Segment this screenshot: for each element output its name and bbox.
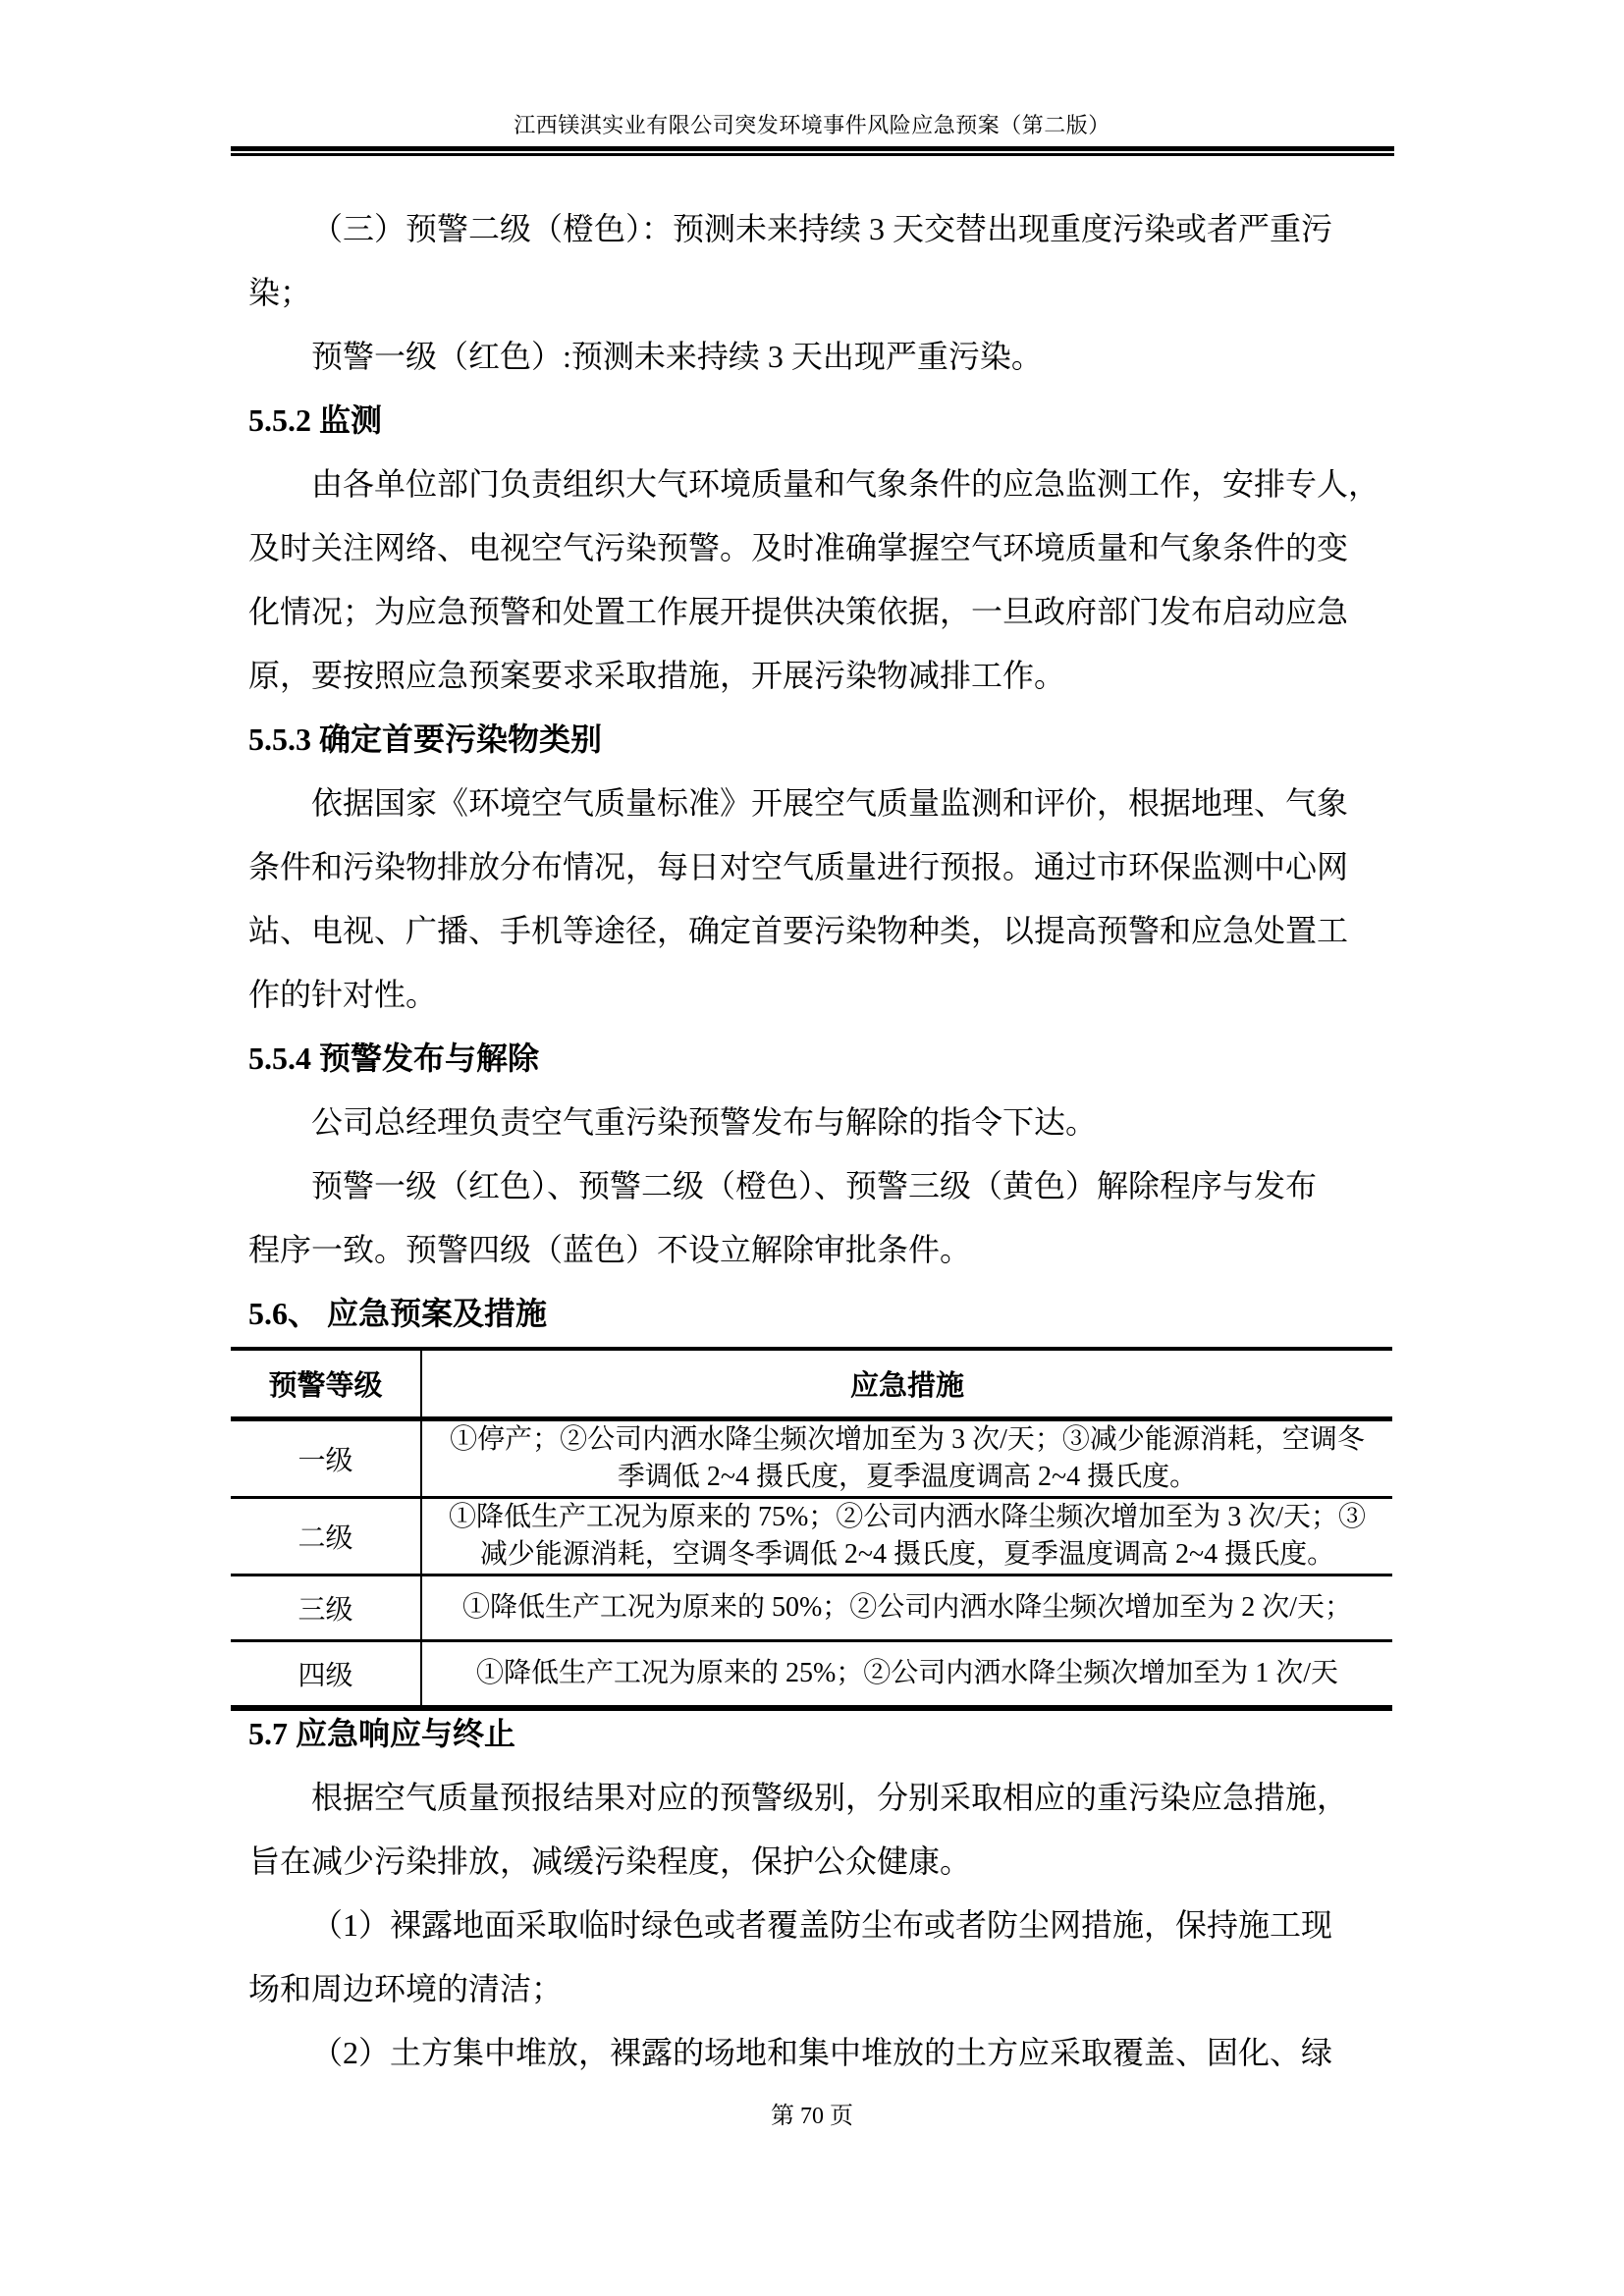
paragraph-release-authority [248,1091,1407,1154]
text-line: 由各单位部门负责组织大气环境质量和气象条件的应急监测工作，安排专人， [311,466,1380,502]
text-line: 依据国家《环境空气质量标准》开展空气质量监测和评价，根据地理、气象 [311,785,1349,821]
heading-5-5-2-monitoring [248,389,382,453]
measure-line: ①停产；②公司内洒水降尘频次增加至为 3 次/天；③减少能源消耗，空调冬 [450,1424,1365,1455]
table-row-level-2 [231,1498,1392,1575]
heading-text: 应急响应与终止 [296,1716,516,1751]
heading-5-5-3-pollutant-type [248,708,602,772]
measure-line: 季调低 2~4 摄氏度，夏季温度调高 2~4 摄氏度。 [617,1462,1198,1492]
heading-number: 5.7 [248,1716,288,1751]
measure-line: 减少能源消耗，空调冬季调低 2~4 摄氏度，夏季温度调高 2~4 摄氏度。 [479,1539,1335,1570]
heading-text: 确定首要污染物类别 [319,721,603,757]
paragraph-warning-red [248,325,1407,389]
paragraph-response [248,1766,1407,1894]
text-line: 原，要按照应急预案要求采取措施，开展污染物减排工作。 [248,658,1066,693]
heading-5-6-plans-measures [248,1282,547,1346]
text-line: （三）预警二级（橙色）：预测未来持续 3 天交替出现重度污染或者严重污 [311,211,1333,246]
measure-line: ①降低生产工况为原来的 25%；②公司内洒水降尘频次增加至为 1 次/天 [475,1658,1339,1688]
heading-5-5-4-warning-release [248,1027,539,1091]
paragraph-pollutant [248,772,1407,1027]
paragraph-item-1 [248,1894,1407,2021]
page-header-title: 江西镁淇实业有限公司突发环境事件风险应急预案（第二版） [514,113,1110,137]
heading-number: 5.6、 [248,1296,320,1331]
header-rule [231,146,1394,156]
measures-cell [421,1419,1392,1498]
text-line: 预警一级（红色）:预测未来持续 3 天出现严重污染。 [311,339,1043,374]
paragraph-monitoring [248,453,1407,708]
header-rule-thick-line [231,146,1394,151]
measures-cell [421,1641,1392,1709]
header-rule-thin-line [231,153,1394,156]
column-header-measures: 应急措施 [849,1370,964,1402]
measure-line: ①降低生产工况为原来的 75%；②公司内洒水降尘频次增加至为 3 次/天；③ [448,1502,1367,1532]
text-line: 站、电视、广播、手机等途径，确定首要污染物种类，以提高预警和应急处置工 [248,913,1349,948]
table-row-level-1 [231,1419,1392,1498]
text-line: 作的针对性。 [248,977,438,1012]
text-line: 条件和污染物排放分布情况，每日对空气质量进行预报。通过市环保监测中心网 [248,849,1349,884]
text-line: 场和周边环境的清洁； [248,1971,564,2006]
paragraph-item-2 [248,2021,1407,2085]
table-header-row [231,1349,1392,1419]
page-number: 第 70 页 [771,2104,853,2129]
warning-measures-table [231,1347,1392,1711]
paragraph-warning-orange [248,197,1407,325]
text-line: 化情况；为应急预警和处置工作展开提供决策依据，一旦政府部门发布启动应急 [248,594,1349,629]
paragraph-release-procedure [248,1154,1407,1282]
measures-cell [421,1498,1392,1575]
text-line: 旨在减少污染排放，减缓污染程度，保护公众健康。 [248,1843,972,1879]
text-line: 预警一级（红色）、预警二级（橙色）、预警三级（黄色）解除程序与发布 [311,1168,1318,1203]
measure-line: ①降低生产工况为原来的 50%；②公司内洒水降尘频次增加至为 2 次/天； [461,1592,1353,1623]
heading-number: 5.5.4 [248,1041,311,1076]
text-line: （1）裸露地面采取临时绿色或者覆盖防尘布或者防尘网措施，保持施工现 [311,1907,1333,1943]
column-header-warning-level: 预警等级 [231,1349,421,1419]
heading-text: 应急预案及措施 [327,1296,548,1331]
text-line: 根据空气质量预报结果对应的预警级别，分别采取相应的重污染应急措施， [311,1780,1349,1815]
table-row-level-3 [231,1575,1392,1641]
level-cell: 三级 [231,1575,421,1641]
heading-5-7-response-termination [248,1702,515,1766]
heading-text: 预警发布与解除 [319,1041,540,1076]
text-line: （2）土方集中堆放，裸露的场地和集中堆放的土方应采取覆盖、固化、绿 [311,2035,1333,2070]
text-line: 及时关注网络、电视空气污染预警。及时准确掌握空气环境质量和气象条件的变 [248,530,1349,565]
heading-text: 监测 [319,402,383,438]
measures-cell [421,1575,1392,1641]
heading-number: 5.5.2 [248,402,311,438]
level-cell: 一级 [231,1419,421,1498]
text-line: 程序一致。预警四级（蓝色）不设立解除审批条件。 [248,1232,972,1267]
table-row-level-4 [231,1641,1392,1709]
heading-number: 5.5.3 [248,721,311,757]
text-line: 公司总经理负责空气重污染预警发布与解除的指令下达。 [311,1104,1098,1140]
level-cell: 四级 [231,1641,421,1709]
level-cell: 二级 [231,1498,421,1575]
text-line: 染； [248,275,312,310]
